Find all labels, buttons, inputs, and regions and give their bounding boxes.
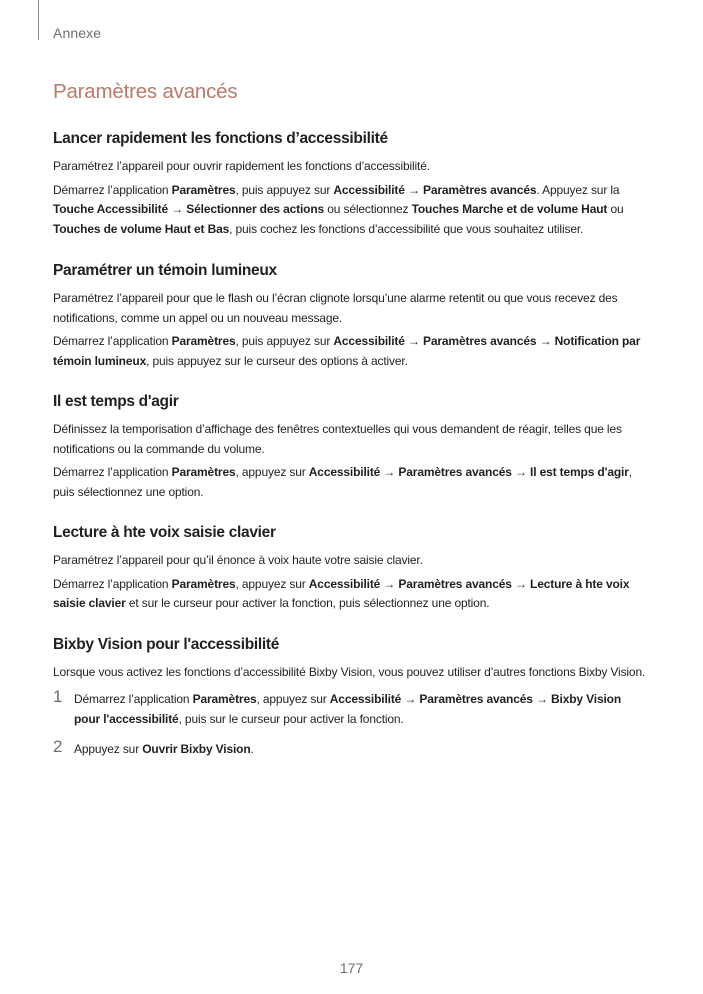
section-heading: Lecture à hte voix saisie clavier [53, 524, 276, 541]
text: ou [607, 202, 624, 216]
section-keyboard-readout [53, 524, 649, 614]
section-description: Paramétrez l’appareil pour qu’il énonce à voix haute votre saisie clavier. [53, 553, 423, 567]
page-content [53, 80, 649, 782]
menu-path: Touches Marche et de volume Haut [411, 202, 608, 216]
menu-path: Paramètres [171, 576, 236, 591]
menu-path: Touche Accessibilité → Sélectionner des actions [53, 202, 325, 216]
text: , puis appuyez sur [235, 182, 334, 197]
text: , puis sur le curseur pour activer la fonction. [178, 711, 404, 726]
text: , appuyez sur [235, 465, 309, 479]
section-instructions [53, 332, 649, 371]
menu-path: Accessibilité → Paramètres avancés → Notification par témoin lumineux [53, 334, 641, 368]
section-heading: Lancer rapidement les fonctions d’accessibilité [53, 130, 388, 147]
header-divider-line [38, 0, 39, 40]
text: Démarrez l’application [53, 576, 172, 591]
section-description: Paramétrez l’appareil pour que le flash ou l’écran clignote lorsqu’une alarme retentit ou que vous recevez des notifications, comme un appel ou un nouveau message. [53, 291, 618, 325]
text: Démarrez l’application [53, 334, 172, 348]
menu-path: Accessibilité → Paramètres avancés [333, 182, 537, 197]
text: Démarrez l’application [53, 182, 172, 197]
page-number: 177 [339, 960, 364, 976]
step-number: 1 [53, 687, 63, 706]
text: , puis appuyez sur le curseur des options à activer. [146, 353, 408, 368]
chapter-label: Annexe [53, 25, 102, 41]
text: . Appuyez sur la [536, 182, 620, 197]
menu-path: Paramètres [171, 465, 236, 479]
section-heading: Paramétrer un témoin lumineux [53, 262, 277, 279]
section-instructions [53, 463, 649, 502]
menu-path: Paramètres [171, 334, 236, 348]
section-bixby-vision [53, 636, 649, 760]
text: . [250, 742, 254, 756]
step-item [53, 687, 649, 729]
menu-path: Ouvrir Bixby Vision [142, 742, 251, 756]
menu-path: Paramètres [192, 692, 257, 706]
section-time-to-take-action [53, 393, 649, 502]
menu-path: Touches de volume Haut et Bas [53, 221, 230, 236]
section-description: Lorsque vous activez les fonctions d’accessibilité Bixby Vision, vous pouvez utiliser d’autres fonctions Bixby Vision. [53, 664, 646, 679]
menu-path: Accessibilité → Paramètres avancés → Lecture à hte voix saisie clavier [53, 576, 630, 610]
text: Appuyez sur [74, 742, 143, 756]
steps-list [53, 687, 649, 760]
step-number: 2 [53, 737, 63, 756]
section-heading: Bixby Vision pour l'accessibilité [53, 635, 280, 653]
section-description: Paramétrez l’appareil pour ouvrir rapidement les fonctions d’accessibilité. [53, 159, 430, 173]
section-quick-launch [53, 130, 649, 239]
step-item [53, 737, 649, 760]
text: ou sélectionnez [324, 202, 412, 216]
text: Démarrez l’application [74, 692, 193, 706]
section-heading: Il est temps d'agir [53, 393, 179, 410]
text: Démarrez l’application [53, 465, 172, 479]
section-flash-notification [53, 262, 649, 371]
section-instructions [53, 181, 649, 240]
section-description: Définissez la temporisation d’affichage des fenêtres contextuelles qui vous demandent de réagir, telles que les notifications ou la commande du volume. [53, 422, 622, 456]
text: , puis cochez les fonctions d’accessibilité que vous souhaitez utiliser. [229, 221, 584, 236]
menu-path: Accessibilité → Paramètres avancés → Il est temps d'agir [308, 465, 629, 479]
text: , appuyez sur [235, 576, 309, 591]
text: , puis sélectionnez une option. [53, 465, 632, 499]
menu-path: Accessibilité → Paramètres avancés → Bixby Vision pour l'accessibilité [74, 692, 622, 726]
text: , puis appuyez sur [235, 334, 334, 348]
page-title: Paramètres avancés [53, 80, 238, 103]
menu-path: Paramètres [171, 182, 236, 197]
text: et sur le curseur pour activer la fonction, puis sélectionnez une option. [125, 596, 490, 610]
text: , appuyez sur [256, 692, 330, 706]
section-instructions [53, 575, 649, 614]
